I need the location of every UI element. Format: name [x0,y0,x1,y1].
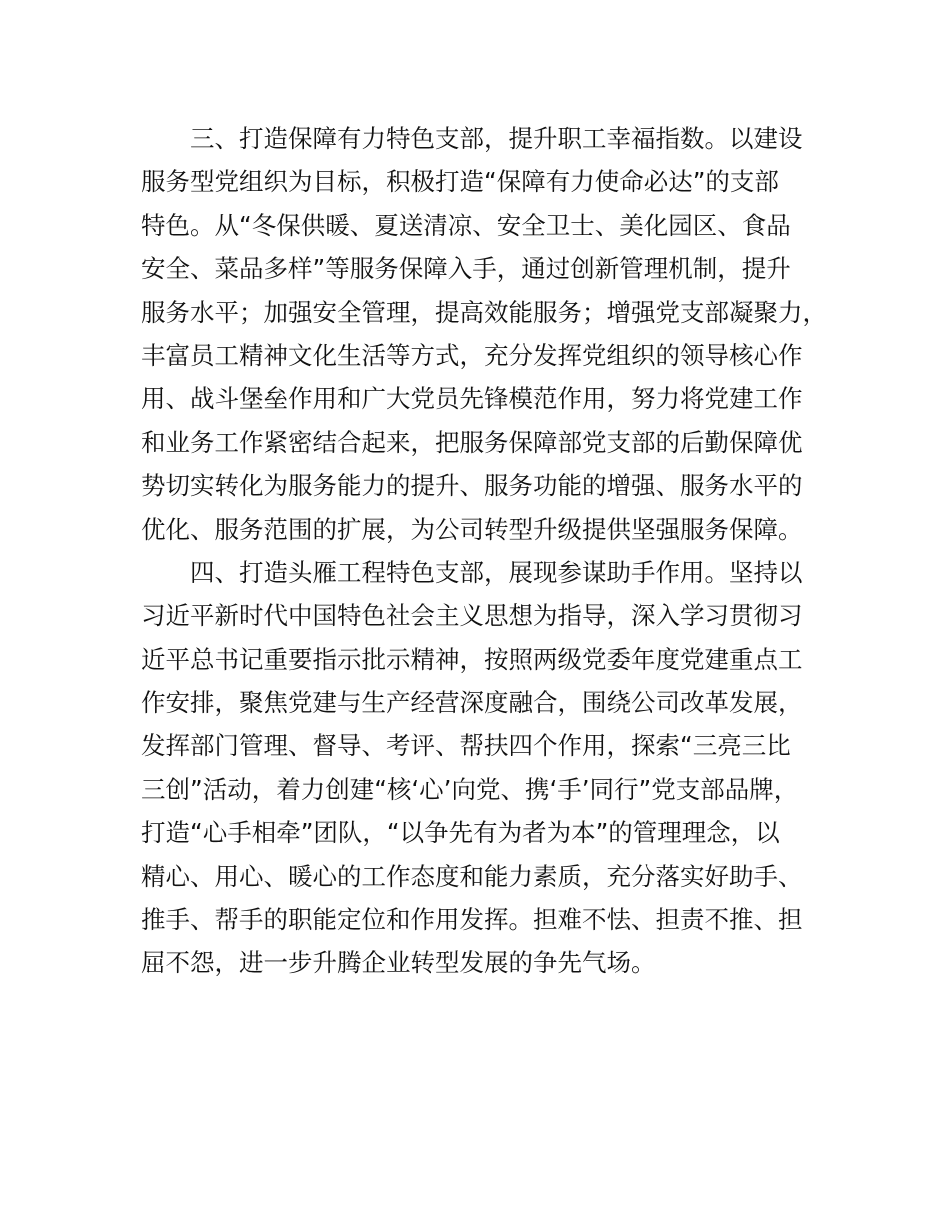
paragraph-three [141,117,831,551]
text-line: 屈不怨，进一步升腾企业转型发展的争先气场。 [141,948,656,978]
text-line: 服务型党组织为目标，积极打造“保障有力使命必达”的支部 [141,167,779,197]
text-line: 近平总书记重要指示批示精神，按照两级党委年度党建重点工 [141,644,803,674]
text-line: 服务水平；加强安全管理，提高效能服务；增强党支部凝聚力， [141,297,827,327]
text-line: 作安排，聚焦党建与生产经营深度融合，围绕公司改革发展， [141,688,803,718]
paragraph-four [141,551,831,985]
text-line: 用、战斗堡垒作用和广大党员先锋模范作用，努力将党建工作 [141,384,803,414]
text-line: 和业务工作紧密结合起来，把服务保障部党支部的后勤保障优 [141,427,803,457]
text-line: 推手、帮手的职能定位和作用发挥。担难不怯、担责不推、担 [141,905,803,935]
text-line: 特色。从“冬保供暖、夏送清凉、安全卫士、美化园区、食品 [141,210,791,240]
text-line: 优化、服务范围的扩展，为公司转型升级提供坚强服务保障。 [141,514,803,544]
text-line: 三创”活动，着力创建“核‘心’向党、携‘手’同行”党支部品牌， [141,774,799,804]
text-line: 三、打造保障有力特色支部，提升职工幸福指数。以建设 [190,124,803,153]
text-line: 精心、用心、暖心的工作态度和能力素质，充分落实好助手、 [141,861,803,891]
text-line: 安全、菜品多样”等服务保障入手，通过创新管理机制，提升 [141,254,791,284]
text-line: 势切实转化为服务能力的提升、服务功能的增强、服务水平的 [141,471,803,501]
text-line: 发挥部门管理、督导、考评、帮扶四个作用，探索“三亮三比 [141,731,791,761]
text-line: 丰富员工精神文化生活等方式，充分发挥党组织的领导核心作 [141,340,803,370]
document-body [141,117,831,985]
text-line: 习近平新时代中国特色社会主义思想为指导，深入学习贯彻习 [141,601,803,631]
text-line: 打造“心手相牵”团队，“以争先有为者为本”的管理理念，以 [141,818,780,848]
text-line: 四、打造头雁工程特色支部，展现参谋助手作用。坚持以 [190,557,803,587]
